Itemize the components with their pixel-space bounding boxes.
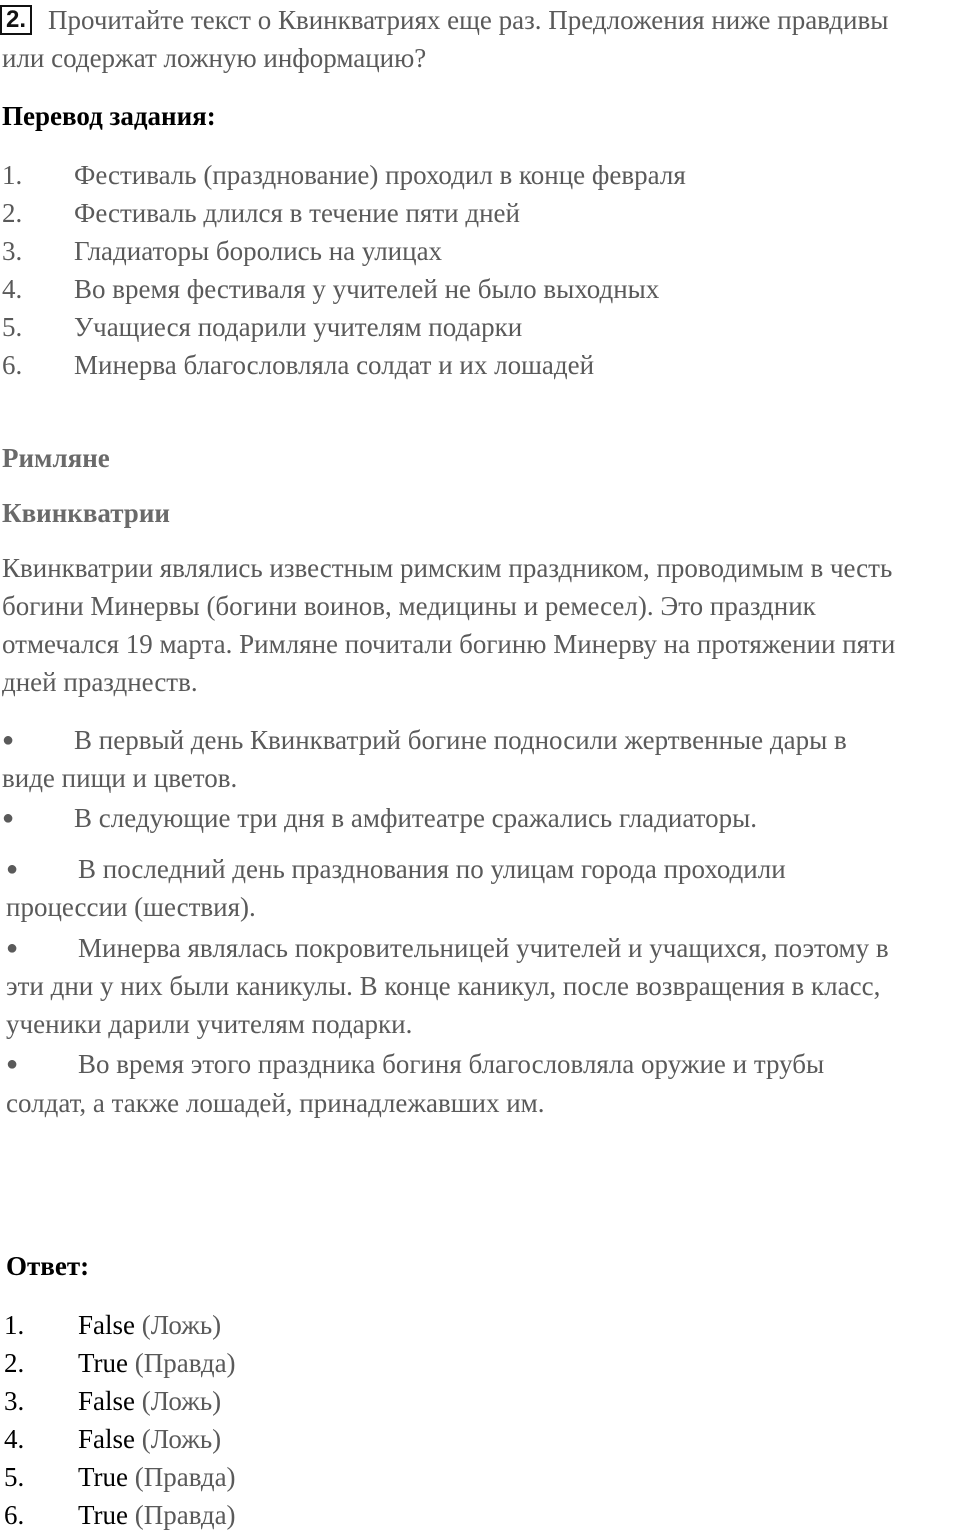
translation-heading: Перевод задания: (2, 101, 216, 131)
bullet-text: В следующие три дня в амфитеатре сражались гладиаторы. (74, 803, 757, 833)
answer-item (4, 1458, 236, 1496)
paragraph-line: Квинкватрии являлись известным римским праздником, проводимым в честь (2, 553, 893, 583)
answer-number: 6. (4, 1500, 25, 1530)
answer-heading: Ответ: (6, 1251, 90, 1281)
answer-number: 2. (4, 1348, 25, 1378)
paragraph-line: богини Минервы (богини воинов, медицины и ремесел). Это праздник (2, 591, 816, 621)
answer-item (4, 1420, 221, 1458)
answer-translation: (Правда) (134, 1462, 236, 1492)
translation-item (2, 346, 594, 384)
item-text: Учащиеся подарили учителям подарки (74, 312, 523, 342)
translation-item (2, 270, 659, 308)
answer-translation: (Ложь) (141, 1310, 222, 1340)
translation-item (2, 156, 686, 194)
answer-number: 3. (4, 1386, 25, 1416)
translation-item (2, 194, 520, 232)
article-title: Квинкватрии (2, 498, 170, 528)
bullet-item (6, 929, 889, 970)
answer-number: 1. (4, 1310, 25, 1340)
item-text: Гладиаторы боролись на улицах (74, 236, 443, 266)
bullet-item (2, 799, 757, 840)
answer-value: False (78, 1386, 135, 1416)
item-text: Минерва благословляла солдат и их лошадей (74, 350, 595, 380)
item-text: Во время фестиваля у учителей не было выходных (74, 274, 660, 304)
task-prompt-line-2: или содержат ложную информацию? (2, 43, 427, 73)
answer-value: True (78, 1462, 129, 1492)
bullet-icon: ● (6, 937, 19, 959)
item-number: 6. (2, 350, 23, 380)
answer-value: True (78, 1500, 129, 1530)
item-number: 1. (2, 160, 23, 190)
bullet-text: Во время этого праздника богиня благословляла оружие и трубы (78, 1049, 825, 1079)
paragraph-line: отмечался 19 марта. Римляне почитали богиню Минерву на протяжении пяти (2, 629, 896, 659)
item-text: Фестиваль (празднование) проходил в конце февраля (74, 160, 686, 190)
answer-item (4, 1496, 236, 1534)
answer-item (4, 1306, 221, 1344)
bullet-icon: ● (2, 729, 15, 751)
bullet-text: В первый день Квинкватрий богине подносили жертвенные дары в (74, 725, 847, 755)
item-number: 3. (2, 236, 23, 266)
bullet-continuation: ученики дарили учителям подарки. (6, 1009, 413, 1039)
bullet-continuation: эти дни у них были каникулы. В конце каникул, после возвращения в класс, (6, 971, 881, 1001)
bullet-continuation: солдат, а также лошадей, принадлежавших им. (6, 1088, 545, 1118)
answer-value: True (78, 1348, 129, 1378)
translation-item (2, 232, 442, 270)
answer-number: 5. (4, 1462, 25, 1492)
task-number-box: 2. (0, 5, 32, 35)
bullet-item (6, 1045, 824, 1086)
bullet-item (2, 721, 847, 762)
section-heading: Римляне (2, 443, 110, 473)
answer-value: False (78, 1310, 135, 1340)
translation-item (2, 308, 522, 346)
answer-translation: (Ложь) (141, 1424, 222, 1454)
item-text: Фестиваль длился в течение пяти дней (74, 198, 520, 228)
bullet-continuation: виде пищи и цветов. (2, 763, 238, 793)
answer-item (4, 1382, 221, 1420)
bullet-item (6, 850, 786, 891)
task-prompt-line-1: Прочитайте текст о Квинкватриях еще раз. Предложения ниже правдивы (48, 5, 889, 35)
bullet-icon: ● (2, 807, 15, 829)
answer-translation: (Правда) (134, 1500, 236, 1530)
paragraph-line: дней празднеств. (2, 667, 198, 697)
item-number: 5. (2, 312, 23, 342)
item-number: 4. (2, 274, 23, 304)
bullet-continuation: процессии (шествия). (6, 892, 256, 922)
bullet-icon: ● (6, 1053, 19, 1075)
bullet-text: Минерва являлась покровительницей учителей и учащихся, поэтому в (78, 933, 889, 963)
bullet-icon: ● (6, 858, 19, 880)
answer-translation: (Ложь) (141, 1386, 222, 1416)
answer-translation: (Правда) (134, 1348, 236, 1378)
task-prompt (0, 2, 888, 38)
item-number: 2. (2, 198, 23, 228)
answer-item (4, 1344, 236, 1382)
answer-number: 4. (4, 1424, 25, 1454)
answer-value: False (78, 1424, 135, 1454)
bullet-text: В последний день празднования по улицам города проходили (78, 854, 786, 884)
